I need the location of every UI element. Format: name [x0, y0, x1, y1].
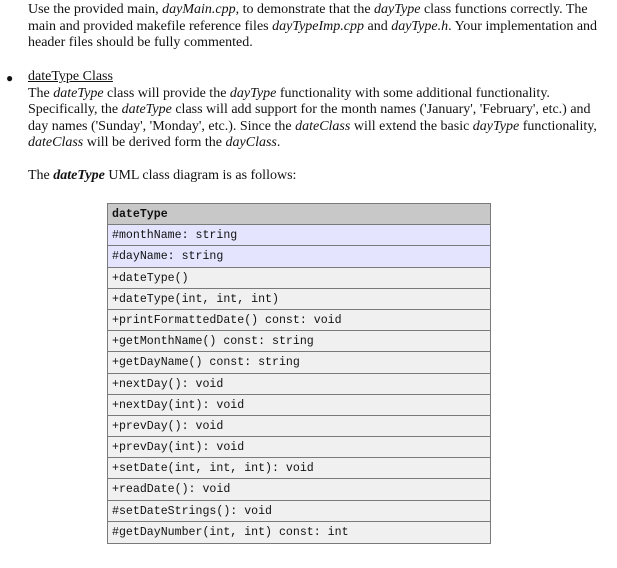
intro-text: . Your implementation and header files should be fully commented.	[28, 18, 598, 50]
uml-method: #getDayNumber(int, int) const: int	[108, 522, 490, 543]
class-name: dateType	[53, 85, 104, 101]
uml-method: +dateType(int, int, int)	[108, 289, 490, 310]
class-name: dateType	[121, 102, 172, 117]
uml-method: +prevDay(int): void	[108, 437, 490, 458]
intro-text: Use the provided main,	[28, 2, 163, 17]
class-name: dayType	[472, 118, 520, 134]
section-text: .	[276, 135, 281, 150]
section-text: class will add support for the month names ('January', 'February', etc.) and day names ('Sunday', 'Monday', etc.). Since the	[28, 102, 591, 134]
class-name: dateClass	[28, 135, 84, 150]
section-text: The	[28, 85, 54, 101]
uml-method: +nextDay(int): void	[108, 395, 490, 416]
uml-intro-class-name: dateType	[53, 168, 105, 183]
class-name: dayType	[229, 85, 277, 101]
uml-method: #setDateStrings(): void	[108, 501, 490, 522]
uml-intro-paragraph	[28, 168, 613, 185]
intro-text: class functions correctly. The main and provided makefile reference files	[28, 2, 588, 34]
section-text: class will provide the	[103, 85, 230, 101]
uml-attribute: #dayName: string	[108, 246, 490, 267]
section-paragraph	[28, 69, 613, 152]
filename-imp: dayTypeImp.cpp	[272, 18, 364, 34]
uml-method: +getMonthName() const: string	[108, 331, 490, 352]
section-text: will be derived form the	[83, 135, 226, 150]
uml-method: +readDate(): void	[108, 479, 490, 500]
class-name: dayClass	[225, 135, 277, 150]
section-text: will extend the basic	[350, 118, 473, 134]
section-text: functionality,	[519, 118, 597, 134]
uml-class-diagram	[107, 203, 491, 544]
uml-intro-text: The	[28, 168, 54, 183]
filename-main: dayMain.cpp	[162, 2, 236, 17]
class-name: dateClass	[295, 118, 351, 134]
section-title: dateType Class	[28, 69, 113, 84]
uml-method: +dateType()	[108, 268, 490, 289]
intro-text: , to demonstrate that the	[235, 2, 375, 17]
uml-method: +nextDay(): void	[108, 374, 490, 395]
uml-method: +getDayName() const: string	[108, 352, 490, 373]
uml-intro-text: UML class diagram is as follows:	[104, 168, 297, 183]
uml-attribute: #monthName: string	[108, 225, 490, 246]
uml-method: +prevDay(): void	[108, 416, 490, 437]
bullet-icon: ●	[6, 71, 14, 85]
uml-method: +printFormattedDate() const: void	[108, 310, 490, 331]
uml-class-name: dateType	[108, 204, 490, 225]
intro-text: and	[363, 18, 392, 34]
class-name-daytype: dayType	[374, 2, 421, 17]
section-text: functionality with some additional functionality. Specifically, the	[28, 85, 550, 117]
uml-method: +setDate(int, int, int): void	[108, 458, 490, 479]
intro-paragraph	[28, 2, 613, 52]
filename-header: dayType.h	[391, 18, 449, 34]
